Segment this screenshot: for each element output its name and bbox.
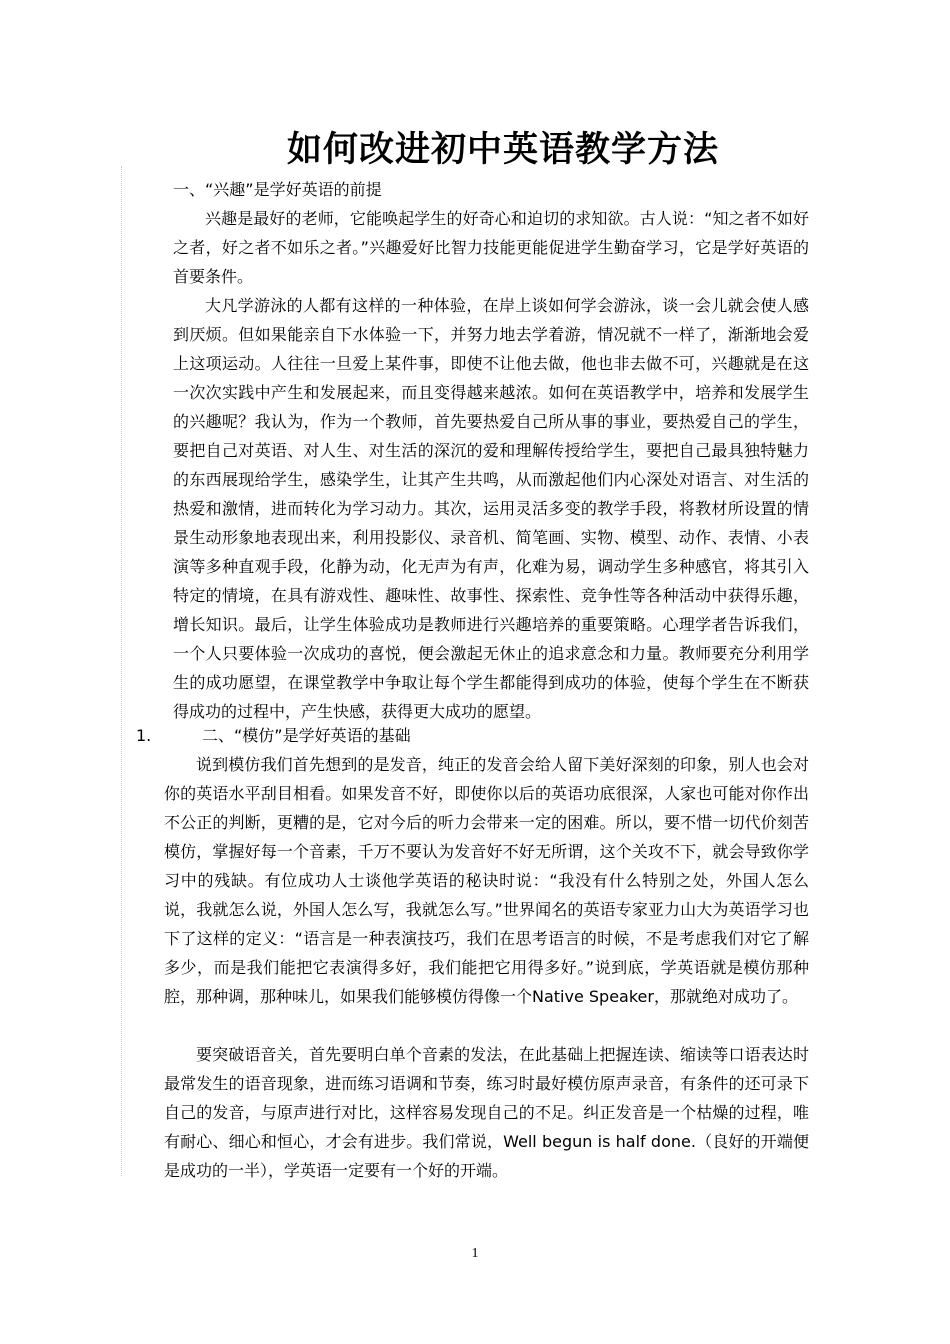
list-number: 1. — [136, 726, 152, 745]
paragraph-interest-2: 大凡学游泳的人都有这样的一种体验，在岸上谈如何学会游泳，谈一会儿就会使人感到厌烦。但如果能亲自下水体验一下，并努力地去学着游，情况就不一样了，渐渐地会爱上这项运动。人往往一旦爱上某件事，即使不让他去做，他也非去做不可，兴趣就是在这一次次实践中产生和发展起来，而且变得越来越浓。如何在英语教学中，培养和发展学生的兴趣呢？我认为，作为一个教师，首先要热爱自己所从事的事业，要热爱自己的学生，要把自己对英语、对人生、对生活的深沉的爱和理解传授给学生，要把自己最具独特魅力的东西展现给学生，感染学生，让其产生共鸣，从而激起他们内心深处对语言、对生活的热爱和激情，进而转化为学习动力。其次，运用灵活多变的教学手段，将教材所设置的情景生动形象地表现出来，利用投影仪、录音机、简笔画、实物、模型、动作、表情、小表演等多种直观手段，化静为动，化无声为有声，化难为易，调动学生多种感官，将其引入特定的情境，在具有游戏性、趣味性、故事性、探索性、竞争性等各种活动中获得乐趣，增长知识。最后，让学生体验成功是教师进行兴趣培养的重要策略。心理学者告诉我们，一个人只要体验一次成功的喜悦，便会激起无休止的追求意念和力量。教师要充分利用学生的成功愿望，在课堂教学中争取让每个学生都能得到成功的体验，使每个学生在不断获得成功的过程中，产生快感，获得更大成功的愿望。 — [173, 296, 809, 721]
section-heading-interest: 一、“兴趣”是学好英语的前提 — [173, 180, 382, 199]
paragraph-interest-1: 兴趣是最好的老师，它能唤起学生的好奇心和迫切的求知欲。古人说：“知之者不如好之者，好之者不如乐之者。”兴趣爱好比智力技能更能促进学生勤奋学习，它是学好英语的首要条件。 — [173, 209, 809, 286]
margin-guide-line — [121, 166, 122, 1176]
paragraph-imitation-2: 要突破语音关，首先要明白单个音素的发法，在此基础上把握连读、缩读等口语表达时最常发生的语音现象，进而练习语调和节奏，练习时最好模仿原声录音，有条件的还可录下自己的发音，与原声进行对比，这样容易发现自己的不足。纠正发音是一个枯燥的过程，唯有耐心、细心和恒心，才会有进步。我们常说，Well begun is half done.（良好的开端便是成功的一半），学英语一定要有一个好的开端。 — [164, 1045, 809, 1180]
paragraph-imitation-1: 说到模仿我们首先想到的是发音，纯正的发音会给人留下美好深刻的印象，别人也会对你的英语水平刮目相看。如果发音不好，即使你以后的英语功底很深，人家也可能对你作出不公正的判断，更糟的是，它对今后的听力会带来一定的困难。所以，要不惜一切代价刻苦模仿，掌握好每一个音素，千万不要认为发音好不好无所谓，这个关攻不下，就会导致你学习中的残缺。有位成功人士谈他学英语的秘诀时说：“我没有什么特别之处，外国人怎么说，我就怎么说，外国人怎么写，我就怎么写。”世界闻名的英语专家亚力山大为英语学习也下了这样的定义：“语言是一种表演技巧，我们在思考语言的时候，不是考虑我们对它了解多少，而是我们能把它表演得多好，我们能把它用得多好。”说到底，学英语就是模仿那种腔，那种调，那种味儿，如果我们能够模仿得像一个Native Speaker，那就绝对成功了。 — [164, 755, 809, 1006]
page-number: 1 — [471, 1246, 479, 1261]
section-heading-imitation: 二、“模仿”是学好英语的基础 — [202, 726, 411, 745]
document-title: 如何改进初中英语教学方法 — [286, 130, 719, 170]
